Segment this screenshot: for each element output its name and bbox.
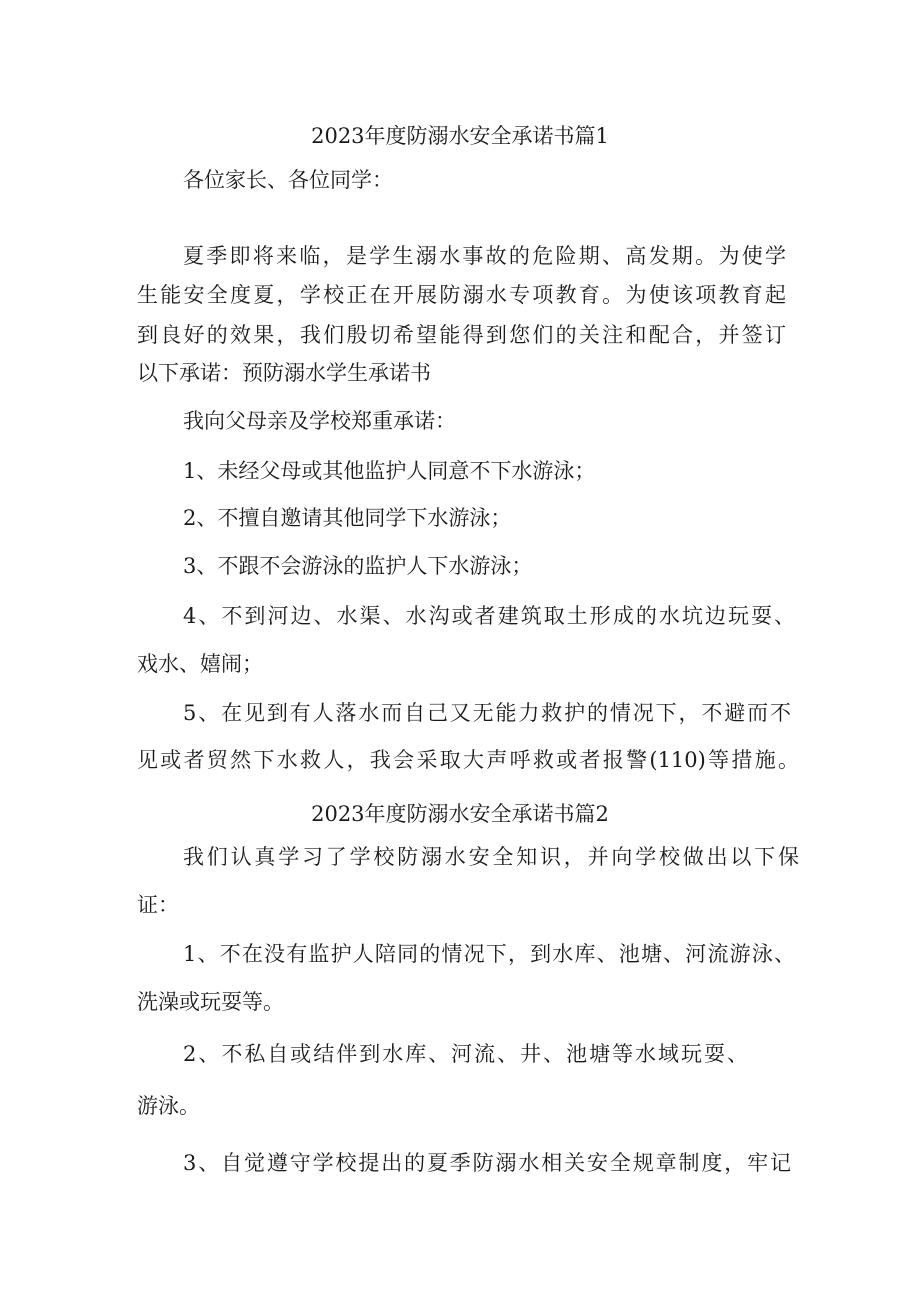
s2-item-2-line-1: 2、不私自或结伴到水库、河流、井、池塘等水域玩耍、: [183, 1042, 748, 1066]
pledge-item-4-line-2: 戏水、嬉闹；: [137, 652, 263, 676]
s2-item-2-line-2: 游泳。: [137, 1094, 200, 1118]
s2-item-1-line-1: 1、不在没有监护人陪同的情况下，到水库、池塘、河流游泳、: [183, 942, 795, 966]
intro-line-3: 到良好的效果，我们殷切希望能得到您们的关注和配合，并签订: [137, 323, 786, 347]
intro-line-4: 以下承诺：预防溺水学生承诺书: [137, 361, 431, 385]
section1-title: 2023年度防溺水安全承诺书篇1: [311, 124, 609, 148]
s2-intro-line-2: 证：: [137, 893, 179, 917]
pledge-item-4-line-1: 4、不到河边、水渠、水沟或者建筑取土形成的水坑边玩耍、: [183, 604, 795, 628]
s2-item-3-line-1: 3、自觉遵守学校提出的夏季防溺水相关安全规章制度，牢记: [183, 1151, 791, 1175]
pledge-item-5-line-2: 见或者贸然下水救人，我会采取大声呼救或者报警(110)等措施。: [137, 748, 799, 772]
s2-intro-line-1: 我们认真学习了学校防溺水安全知识，并向学校做出以下保: [183, 845, 799, 869]
pledge-item-5-line-1: 5、在见到有人落水而自己又无能力救护的情况下，不避而不: [183, 701, 791, 725]
s2-item-1-line-2: 洗澡或玩耍等。: [137, 990, 284, 1014]
pledge-item-2: 2、不擅自邀请其他同学下水游泳；: [183, 506, 512, 530]
pledge-item-1: 1、未经父母或其他监护人同意不下水游泳；: [183, 459, 596, 483]
pledge-intro: 我向父母亲及学校郑重承诺：: [183, 409, 456, 433]
section2-title: 2023年度防溺水安全承诺书篇2: [311, 802, 609, 826]
greeting: 各位家长、各位同学：: [183, 168, 393, 192]
intro-line-2: 生能安全度夏，学校正在开展防溺水专项教育。为使该项教育起: [137, 283, 786, 307]
pledge-item-3: 3、不跟不会游泳的监护人下水游泳；: [183, 554, 533, 578]
intro-line-1: 夏季即将来临，是学生溺水事故的危险期、高发期。为使学: [183, 244, 786, 268]
